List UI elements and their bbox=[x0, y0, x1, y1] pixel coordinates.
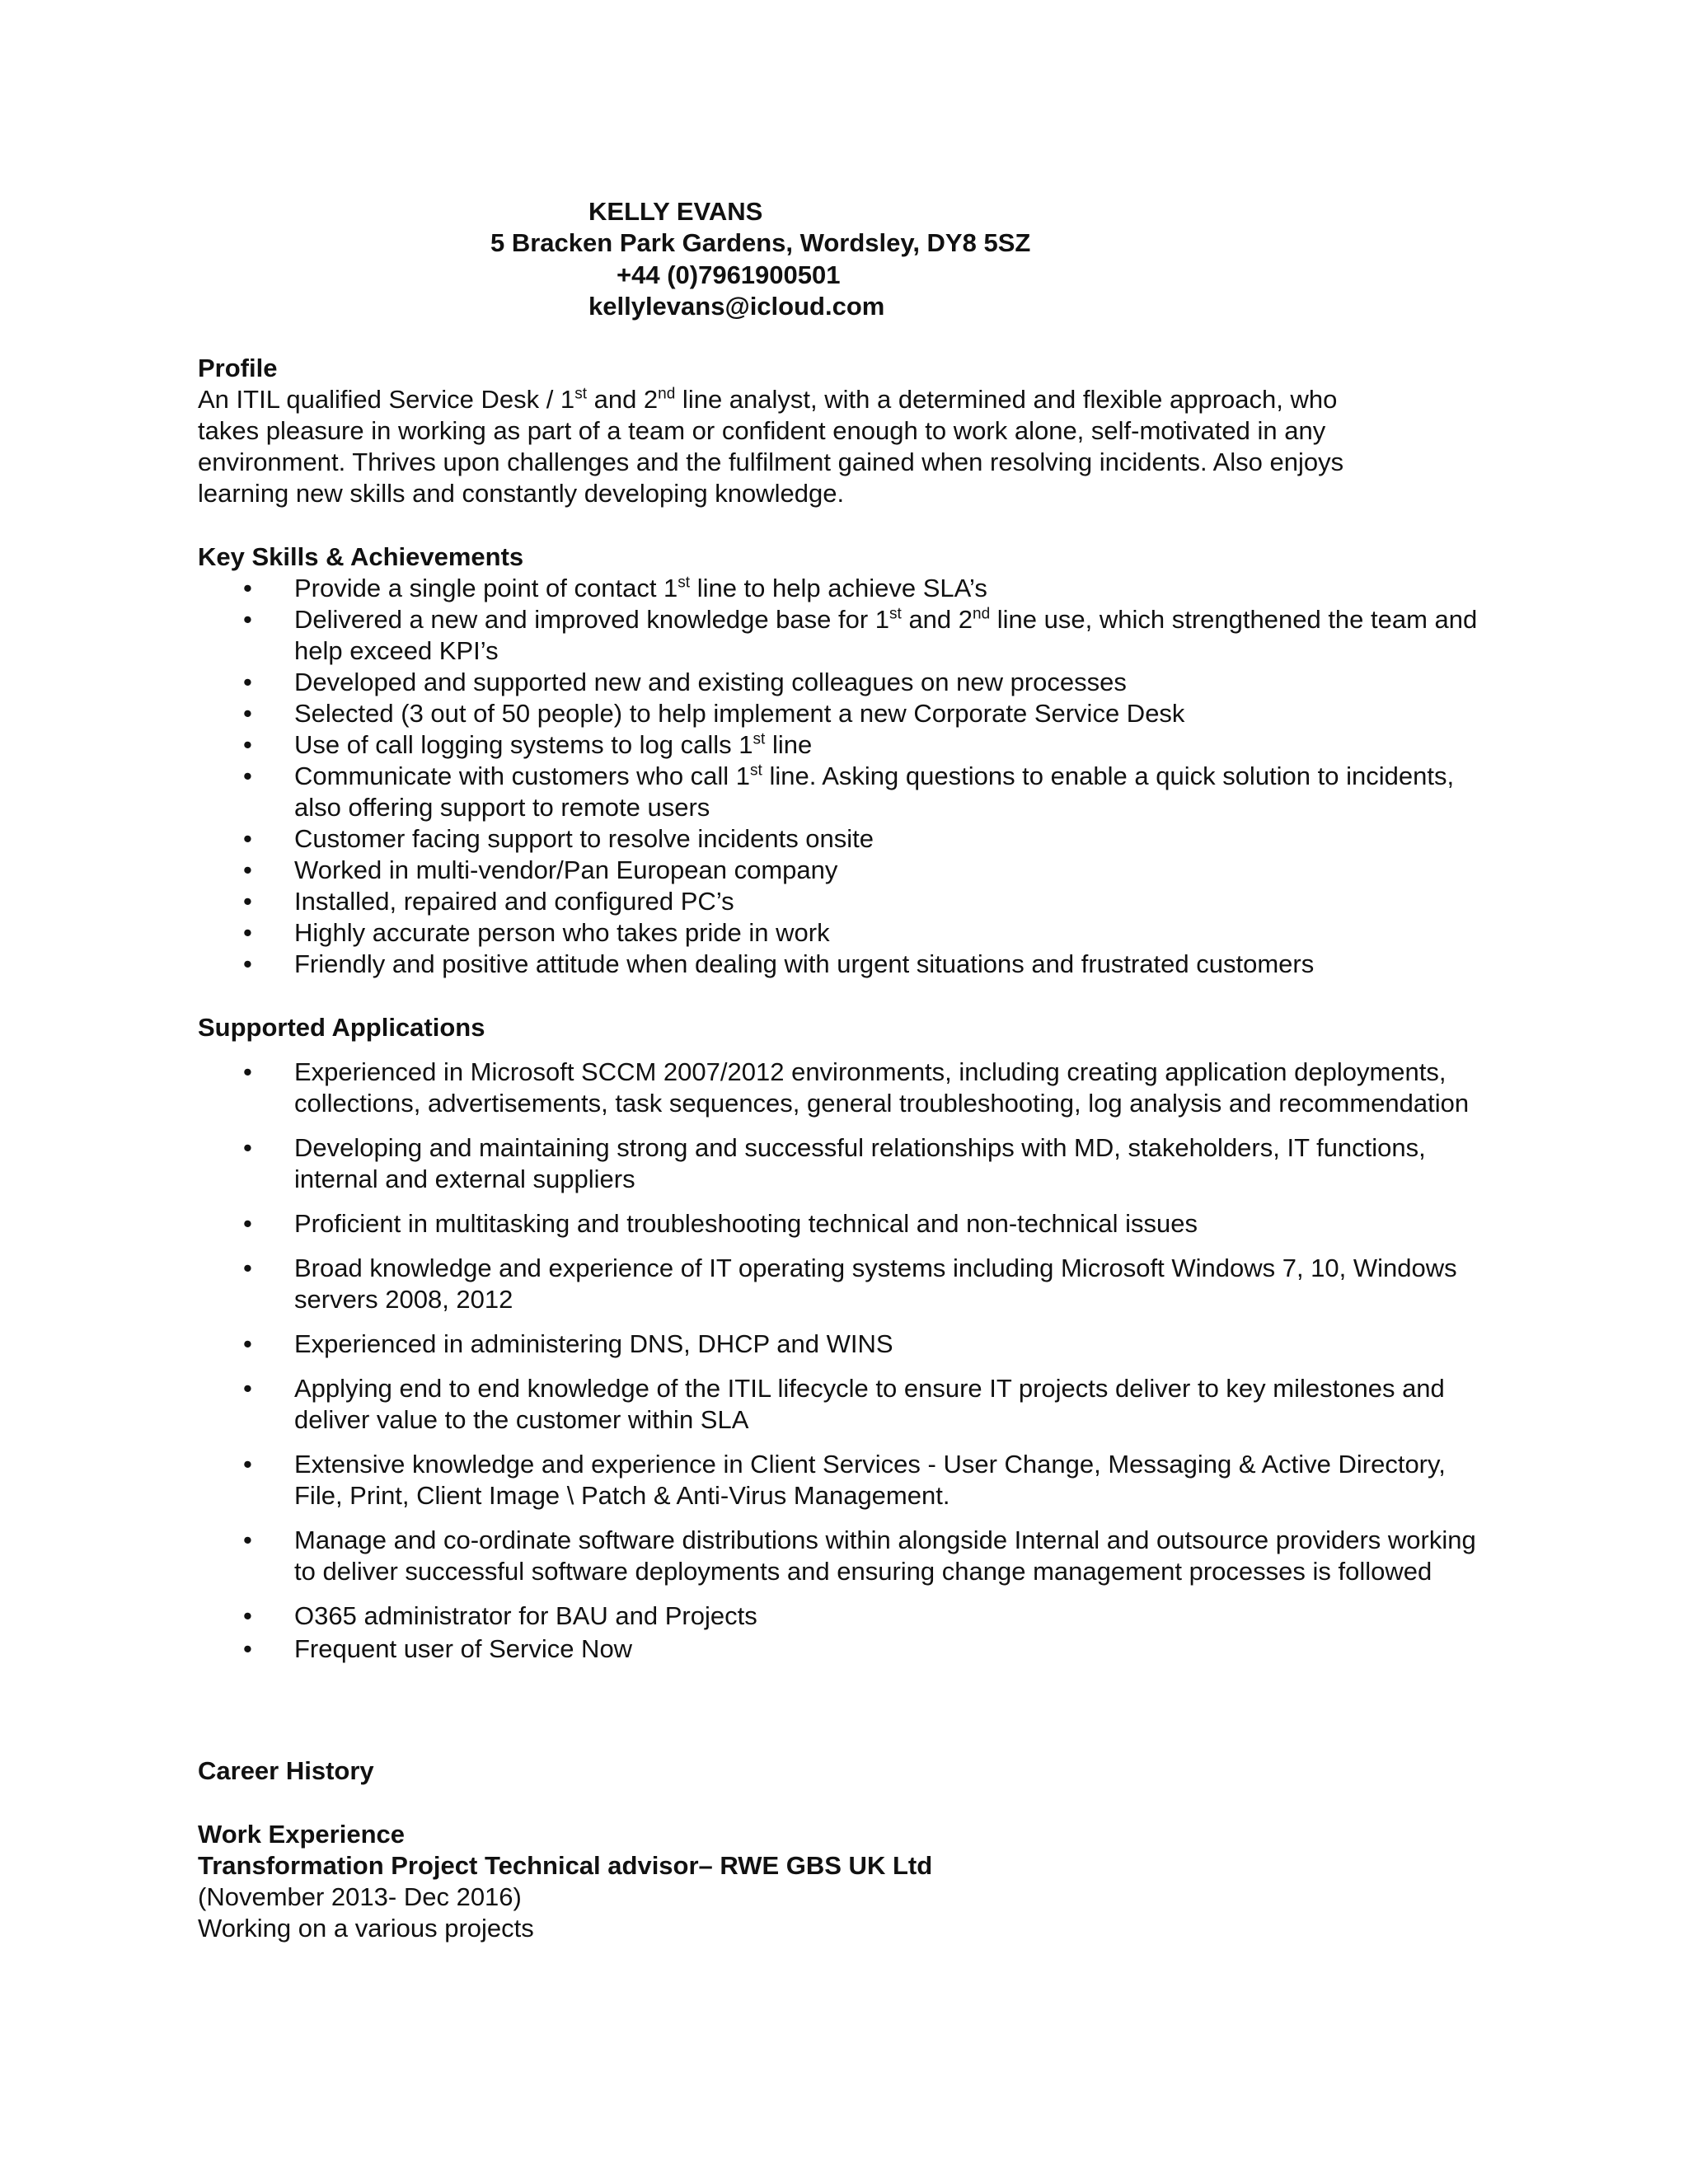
candidate-name: KELLY EVANS bbox=[588, 197, 763, 226]
list-item: • Delivered a new and improved knowledge base for 1st and 2nd line use, which strengthened the team and help exceed KPI’s bbox=[243, 605, 1478, 665]
bullet-icon: • bbox=[243, 605, 252, 634]
bullet-icon: • bbox=[243, 824, 252, 853]
bullet-icon: • bbox=[243, 1601, 252, 1630]
bullet-icon: • bbox=[243, 1209, 252, 1238]
list-item: • Use of call logging systems to log calls 1st line bbox=[243, 730, 813, 759]
key-skills-heading: Key Skills & Achievements bbox=[198, 542, 524, 571]
bullet-icon: • bbox=[243, 887, 252, 916]
bullet-icon: • bbox=[243, 855, 252, 884]
candidate-address: 5 Bracken Park Gardens, Wordsley, DY8 5SZ bbox=[490, 228, 1031, 257]
list-item: • Experienced in administering DNS, DHCP and WINS bbox=[243, 1329, 893, 1358]
list-item: • Proficient in multitasking and troubleshooting technical and non-technical issues bbox=[243, 1209, 1198, 1238]
job-title: Transformation Project Technical advisor– RWE GBS UK Ltd bbox=[198, 1851, 933, 1880]
bullet-icon: • bbox=[243, 1329, 252, 1358]
profile-line: An ITIL qualified Service Desk / 1st and 2nd line analyst, with a determined and flexible approach, who bbox=[198, 385, 1338, 414]
bullet-icon: • bbox=[243, 730, 252, 759]
list-item: • Manage and co-ordinate software distributions within alongside Internal and outsource providers working to deliver successful software deployments and ensuring change management processes is followed bbox=[243, 1526, 1476, 1586]
list-item: • Customer facing support to resolve incidents onsite bbox=[243, 824, 874, 853]
list-item: • Selected (3 out of 50 people) to help implement a new Corporate Service Desk bbox=[243, 699, 1185, 728]
bullet-icon: • bbox=[243, 699, 252, 728]
bullet-icon: • bbox=[243, 1526, 252, 1554]
bullet-icon: • bbox=[243, 1374, 252, 1403]
bullet-icon: • bbox=[243, 1634, 252, 1663]
bullet-icon: • bbox=[243, 918, 252, 947]
key-skills-list bbox=[198, 573, 1500, 980]
bullet-icon: • bbox=[243, 1133, 252, 1162]
supported-applications-heading: Supported Applications bbox=[198, 1013, 485, 1042]
list-item: • Worked in multi-vendor/Pan European company bbox=[243, 855, 838, 884]
list-item: • Applying end to end knowledge of the ITIL lifecycle to ensure IT projects deliver to key milestones and deliver value to the customer within SLA bbox=[243, 1374, 1445, 1434]
list-item: • Developed and supported new and existing colleagues on new processes bbox=[243, 668, 1127, 696]
profile-line: learning new skills and constantly developing knowledge. bbox=[198, 479, 845, 508]
job-description: Working on a various projects bbox=[198, 1914, 534, 1943]
supported-applications-list bbox=[198, 1057, 1500, 1678]
bullet-icon: • bbox=[243, 574, 252, 602]
list-item: • Communicate with customers who call 1st line. Asking questions to enable a quick solution to incidents, also offering support to remote users bbox=[243, 762, 1455, 822]
list-item: • Friendly and positive attitude when dealing with urgent situations and frustrated customers bbox=[243, 949, 1315, 978]
list-item: • Provide a single point of contact 1st line to help achieve SLA’s bbox=[243, 574, 987, 602]
list-item: • Frequent user of Service Now bbox=[243, 1634, 633, 1663]
list-item: • Developing and maintaining strong and successful relationships with MD, stakeholders, IT functions, internal and external suppliers bbox=[243, 1133, 1426, 1193]
profile-line: environment. Thrives upon challenges and the fulfilment gained when resolving incidents. Also enjoys bbox=[198, 448, 1344, 476]
list-item: • Broad knowledge and experience of IT operating systems including Microsoft Windows 7, 10, Windows servers 2008, 2012 bbox=[243, 1254, 1457, 1314]
bullet-icon: • bbox=[243, 1254, 252, 1282]
bullet-icon: • bbox=[243, 949, 252, 978]
bullet-icon: • bbox=[243, 1057, 252, 1086]
list-item: • Extensive knowledge and experience in Client Services - User Change, Messaging & Active Directory, File, Print, Client Image \ Patch & Anti-Virus Management. bbox=[243, 1450, 1446, 1510]
list-item: • Installed, repaired and configured PC’s bbox=[243, 887, 734, 916]
career-history-heading: Career History bbox=[198, 1756, 374, 1785]
list-item: • Experienced in Microsoft SCCM 2007/2012 environments, including creating application deployments, collections, advertisements, task sequences, general troubleshooting, log analysis and recommendation bbox=[243, 1057, 1470, 1118]
profile-line: takes pleasure in working as part of a team or confident enough to work alone, self-motivated in any bbox=[198, 416, 1326, 445]
work-experience-heading: Work Experience bbox=[198, 1820, 405, 1849]
candidate-phone: +44 (0)7961900501 bbox=[617, 260, 841, 289]
list-item: • Highly accurate person who takes pride in work bbox=[243, 918, 830, 947]
candidate-email: kellylevans@icloud.com bbox=[588, 292, 885, 321]
job-dates: (November 2013- Dec 2016) bbox=[198, 1882, 522, 1911]
bullet-icon: • bbox=[243, 762, 252, 790]
profile-heading: Profile bbox=[198, 354, 278, 382]
profile-paragraph bbox=[198, 384, 1467, 509]
list-item: • O365 administrator for BAU and Projects bbox=[243, 1601, 757, 1630]
bullet-icon: • bbox=[243, 668, 252, 696]
bullet-icon: • bbox=[243, 1450, 252, 1479]
